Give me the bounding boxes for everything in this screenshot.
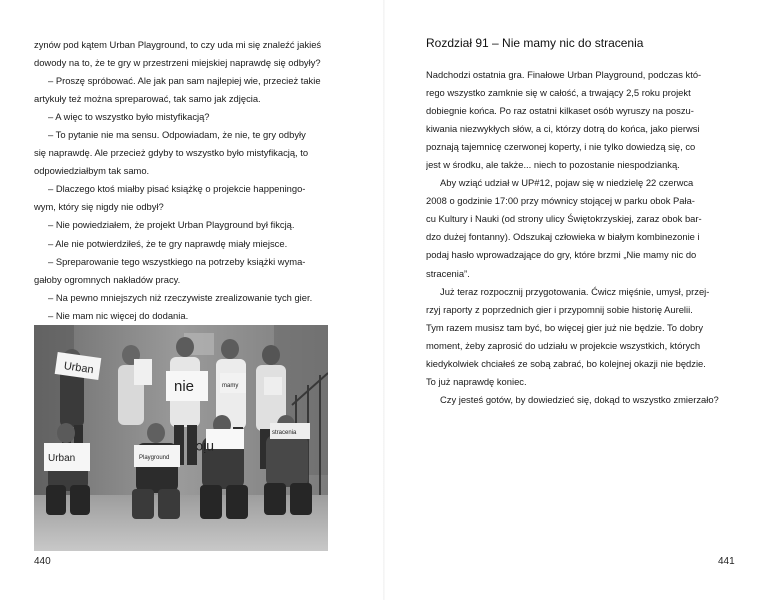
sign-playground — [134, 445, 180, 467]
sign-text: nic — [196, 440, 214, 456]
text-line: Już teraz rozpocznij przygotowania. Ćwicz mięśnie, umysł, przej- — [440, 285, 710, 297]
text-line: dobiegnie końca. Po raz ostatni kilkaset osób wyruszy na poszu- — [426, 105, 694, 117]
page-number-right: 441 — [718, 556, 735, 567]
text-line: – A więc to wszystko było mistyfikacją? — [48, 111, 210, 123]
text-line: zynów pod kątem Urban Playground, to czy uda mi się znaleźć jakieś — [34, 39, 322, 50]
text-line: rego wszystko zamknie się w całość, a trwający 2,5 roku projekt — [426, 87, 691, 99]
text-line: artykuły też można spreparować, tak samo jak zdjęcia. — [34, 93, 261, 105]
left-page-text — [34, 36, 328, 361]
text-line: – Ale nie potwierdziłeś, że te gry naprawdę miały miejsce. — [48, 237, 288, 249]
text-line: – To pytanie nie ma sensu. Odpowiadam, że nie, te gry odbyły — [48, 129, 306, 141]
sign-nie — [166, 371, 208, 401]
sign-text: Playground — [139, 455, 170, 461]
right-page-text — [426, 66, 735, 409]
text-line: – Spreparowanie tego wszystkiego na potrzeby książki wyma- — [48, 255, 306, 267]
text-line: gałoby ogromnych nakładów pracy. — [34, 273, 181, 285]
sign-text: Urban — [63, 360, 95, 377]
text-line: dowody na to, że te gry w przestrzeni miejskiej naprawdę się odbyły? — [34, 57, 321, 69]
book-spine — [383, 0, 385, 600]
group-photo — [34, 325, 328, 551]
text-line: rzyj raporty z poprzednich gier i przypomnij sobie historię Aurelii. — [426, 303, 693, 315]
text-line: się naprawdę. Ale przecież gdyby to wszystko było mistyfikacją, to — [34, 147, 309, 159]
page-number-left: 440 — [34, 556, 51, 567]
text-line: – Na pewno mniejszych niż rzeczywiste zrealizowanie tych gier. — [48, 291, 313, 303]
chapter-title: Rozdział 91 – Nie mamy nic do stracenia — [426, 36, 644, 50]
text-line: podaj hasło wprowadzające do gry, które brzmi „Nie mamy nic do — [426, 249, 697, 261]
sign-text: mamy — [222, 383, 239, 389]
text-line: jest w środku, ale także... niech to pozostanie niespodzianką. — [426, 159, 680, 171]
text-line: dzo dużej fontanny). Odszukaj człowieka w białym kombinezonie i — [426, 231, 700, 243]
sign-text: stracenia — [272, 430, 297, 436]
text-line: – Nie mam nic więcej do dodania. — [48, 309, 189, 321]
sign-urban-bottom — [44, 443, 90, 471]
text-line: 2008 o godzinie 17:00 przy mównicy stojącej w parku obok Pała- — [426, 195, 695, 207]
text-line: kiwania niezwykłych słów, a ci, którzy dotrą do końca, jako pierwsi — [426, 123, 700, 135]
text-line: Aby wziąć udział w UP#12, pojaw się w niedzielę 22 czerwca — [440, 177, 694, 189]
text-line: Tym razem musisz tam być, bo więcej gier już nie będzie. To dobry — [426, 321, 704, 333]
text-line: cu Kultury i Nauki (od strony ulicy Świętokrzyskiej, zaraz obok bar- — [426, 213, 702, 225]
text-line: poznają tajemnicę czerwonej koperty, i nie tylko dowiedzą się, co — [426, 141, 696, 153]
sign-stracenia — [270, 423, 310, 439]
text-line: – Nie powiedziałem, że projekt Urban Playground był fikcją. — [48, 219, 295, 231]
text-line: To już naprawdę koniec. — [426, 375, 527, 387]
sign-text: nie — [174, 378, 195, 395]
sign-text: Urban — [48, 453, 76, 464]
text-line: – Dlaczego ktoś miałby pisać książkę o projekcie happeningo- — [48, 183, 306, 195]
sign-mamy — [220, 373, 246, 393]
text-line: stracenia”. — [426, 267, 470, 279]
text-line: kiedykolwiek chciałeś ze sobą zabrać, bo kolejnej okazji nie będzie. — [426, 357, 706, 369]
text-line: wym, który się nigdy nie odbył? — [34, 201, 164, 213]
text-line: Czy jesteś gotów, by dowiedzieć się, dokąd to wszystko zmierzało? — [440, 393, 719, 405]
text-line: Nadchodzi ostatnia gra. Finałowe Urban Playground, podczas któ- — [426, 69, 702, 80]
text-line: moment, żeby zaprosić do udziału w projekcie wszystkich, których — [426, 339, 701, 351]
text-line: – Proszę spróbować. Ale jak pan sam najlepiej wie, przecież takie — [48, 75, 321, 87]
text-line: odpowiedziałbym tak samo. — [34, 165, 150, 177]
